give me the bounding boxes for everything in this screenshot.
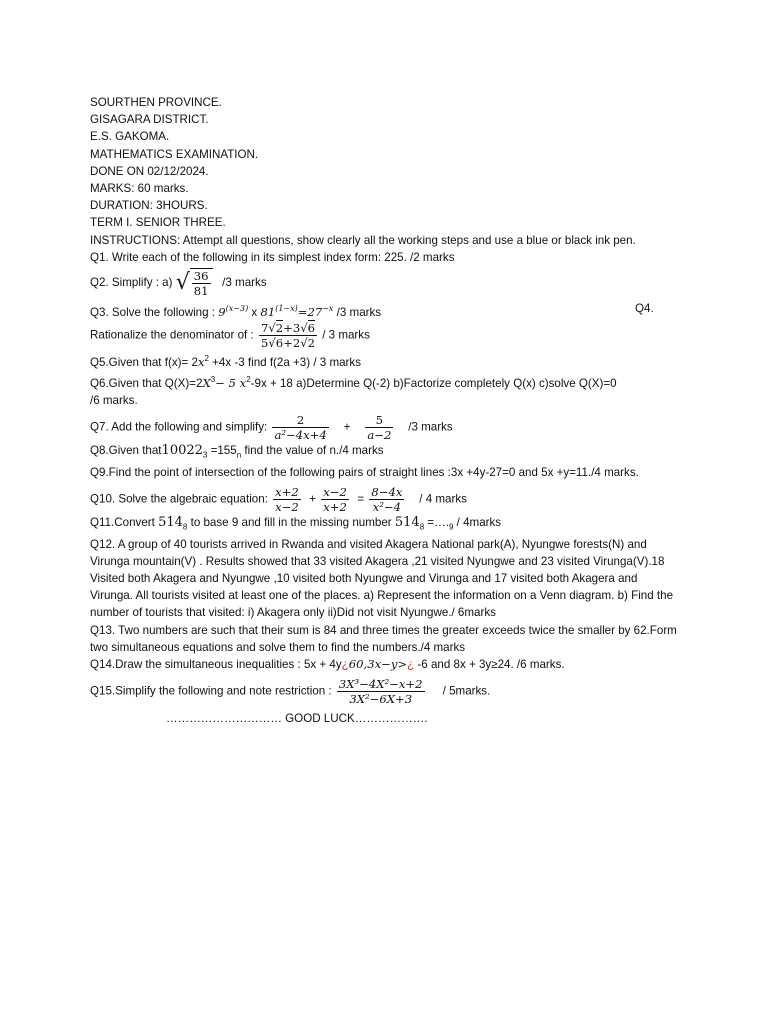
question-3: [90, 300, 680, 321]
q5-var: x: [197, 354, 205, 369]
q3-mid: x: [248, 305, 261, 319]
question-6: [90, 371, 680, 392]
question-11: [90, 514, 680, 536]
q7-plus: +: [343, 420, 351, 434]
question-4: [90, 321, 680, 350]
header-exam: MATHEMATICS EXAMINATION.: [90, 147, 259, 161]
header-marks: MARKS: 60 marks.: [90, 182, 189, 196]
q5-prefix: Q5.Given that f(x)= 2: [90, 355, 198, 369]
q10-plus: +: [309, 492, 317, 506]
q3-eq: =27: [297, 304, 323, 319]
question-5: [90, 350, 680, 371]
question-13: Q13. Two numbers are such that their sum is 84 and three times the greater exceeds twice the smaller by 62.Form two simultaneous equations and solve them to find the numbers./4 marks: [90, 623, 677, 654]
q8-suffix: find the value of n./4 marks: [241, 444, 384, 458]
q3-exp3: −x: [322, 304, 334, 314]
q14-symbol-1: ¿: [341, 658, 349, 672]
q3-base1: 9: [218, 304, 226, 319]
q7-suffix: /3 marks: [408, 420, 453, 434]
q6-exp1: 3: [210, 375, 216, 385]
question-7: [90, 413, 680, 442]
q3-exp2: (1−x): [275, 304, 298, 314]
exam-content: [90, 94, 680, 727]
q4-prefix: Rationalize the denominator of :: [90, 328, 254, 342]
q4-numerator: 7√2+3√6: [260, 321, 315, 336]
question-14: [90, 656, 680, 673]
header-term: TERM I. SENIOR THREE.: [90, 216, 226, 230]
q10-equals: =: [357, 492, 365, 506]
q2-fraction: [192, 269, 211, 298]
q2-suffix: /3 marks: [222, 276, 267, 290]
header-province: SOURTHEN PROVINCE.: [90, 96, 222, 109]
question-10: [90, 485, 680, 514]
q8-n1: 10022: [161, 443, 203, 459]
q2-num: 36: [193, 269, 209, 284]
q2-radicand: [190, 268, 213, 298]
q15-fraction: $\frac{\text{3X³−4X²−x+2}}{\text{3X²−6X+3}}$: [338, 677, 423, 707]
q11-sub2: 8: [419, 522, 425, 532]
q2-sqrt: [176, 268, 213, 298]
q8-sub2: n: [236, 450, 242, 460]
q15-prefix: Q15.Simplify the following and note restriction :: [90, 684, 332, 698]
q14-suffix: /6 marks.: [513, 658, 565, 672]
q11-mid: to base 9 and fill in the missing number: [187, 516, 395, 530]
q4-denominator: 5√6+2√2: [260, 336, 315, 351]
q14-c1: ,3x−y>: [363, 657, 408, 672]
q6-var2: x: [239, 376, 247, 391]
q10-fraction-1: $\frac{x+2}{x-2}$: [275, 485, 299, 515]
q14-symbol-2: ¿: [407, 658, 415, 672]
q11-sub3: 9: [448, 522, 454, 532]
q10-prefix: Q10. Solve the algebraic equation:: [90, 492, 268, 506]
q8-prefix: Q8.Given that: [90, 444, 162, 458]
q3-exp1: (x−3): [225, 304, 249, 314]
sqrt-symbol: √: [175, 270, 190, 296]
instructions: INSTRUCTIONS: Attempt all questions, show clearly all the working steps and use a blue or black ink pen.: [90, 233, 636, 247]
q2-prefix: Q2. Simplify : a): [90, 276, 173, 290]
q6-suffix: -9x + 18 a)Determine Q(-2) b)Factorize completely Q(x) c)solve Q(X)=0: [250, 377, 617, 391]
q11-suffix: / 4marks: [453, 516, 502, 530]
q14-v2: -6 and 8x + 3y≥24.: [414, 658, 514, 672]
header-duration: DURATION: 3HOURS.: [90, 199, 208, 213]
q11-sub1: 8: [182, 522, 188, 532]
q10-suffix: / 4 marks: [419, 492, 467, 506]
q4-label: Q4.: [635, 302, 654, 316]
q4-fraction: [259, 321, 317, 350]
question-9: Q9.Find the point of intersection of the following pairs of straight lines :3x +4y-27=0 and 5x +y=11./4 marks.: [90, 465, 639, 479]
q3-prefix: Q3. Solve the following :: [90, 305, 219, 319]
question-8: [90, 442, 680, 464]
q11-eq: =….: [424, 516, 449, 530]
q6-mid: − 5: [215, 376, 240, 391]
q7-fraction-2: $\frac{5}{a-2}$: [367, 413, 392, 443]
q6-var1: X: [202, 376, 211, 391]
good-luck-footer: ………………………… GOOD LUCK……………….: [166, 712, 428, 726]
question-6-line2: /6 marks.: [90, 394, 138, 408]
q15-suffix: / 5marks.: [442, 684, 491, 698]
q10-fraction-2: $\frac{x-2}{x+2}$: [323, 485, 347, 515]
question-12: Q12. A group of 40 tourists arrived in Rwanda and visited Akagera National park(A), Nyungwe forests(N) and Virunga mountain(V) . Results showed that 33 visited Akagera ,21 visited Nyungwe and 23 visited Virunga(V).18 Visited both Akagera and Nyungwe ,10 visited both Nyungwe and Virunga and 17 visited both Akagera and Virunga. All tourists visited at least one of the places. a) Represent the information on a Venn diagram. b) Find the number of tourists that visited: i) Akagera only ii)Did not visit Nyungwe./ 6marks: [90, 537, 674, 620]
question-2: [90, 268, 680, 298]
q6-prefix: Q6.Given that Q(X)=2: [90, 377, 203, 391]
q7-fraction-1: $\frac{2}{\text{a²−4x+4}}$: [274, 413, 327, 443]
q11-n2: 514: [394, 515, 420, 531]
question-15: [90, 677, 680, 706]
q7-prefix: Q7. Add the following and simplify:: [90, 420, 268, 434]
q8-eq: =155: [207, 444, 237, 458]
q5-suffix: +4x -3 find f(2a +3) / 3 marks: [208, 355, 362, 369]
q10-fraction-3: $\frac{8-4x}{\text{x²−4}}$: [371, 485, 403, 515]
q3-base2: 81: [260, 304, 276, 319]
header-school: E.S. GAKOMA.: [90, 130, 170, 144]
q11-prefix: Q11.Convert: [90, 516, 159, 530]
q6-exp2: 2: [246, 375, 251, 385]
q8-sub1: 3: [202, 450, 208, 460]
question-1: Q1. Write each of the following in its simplest index form: 225. /2 marks: [90, 250, 455, 264]
header-date: DONE ON 02/12/2024.: [90, 164, 209, 178]
q14-v1: 60: [348, 657, 364, 672]
q5-exp: 2: [204, 354, 209, 364]
q4-suffix: / 3 marks: [322, 328, 370, 342]
header-district: GISAGARA DISTRICT.: [90, 113, 209, 127]
q14-prefix: Q14.Draw the simultaneous inequalities : 5x + 4y: [90, 658, 342, 672]
q2-den: 81: [193, 284, 209, 299]
q11-n1: 514: [158, 515, 183, 531]
q3-suffix: /3 marks: [333, 305, 382, 319]
